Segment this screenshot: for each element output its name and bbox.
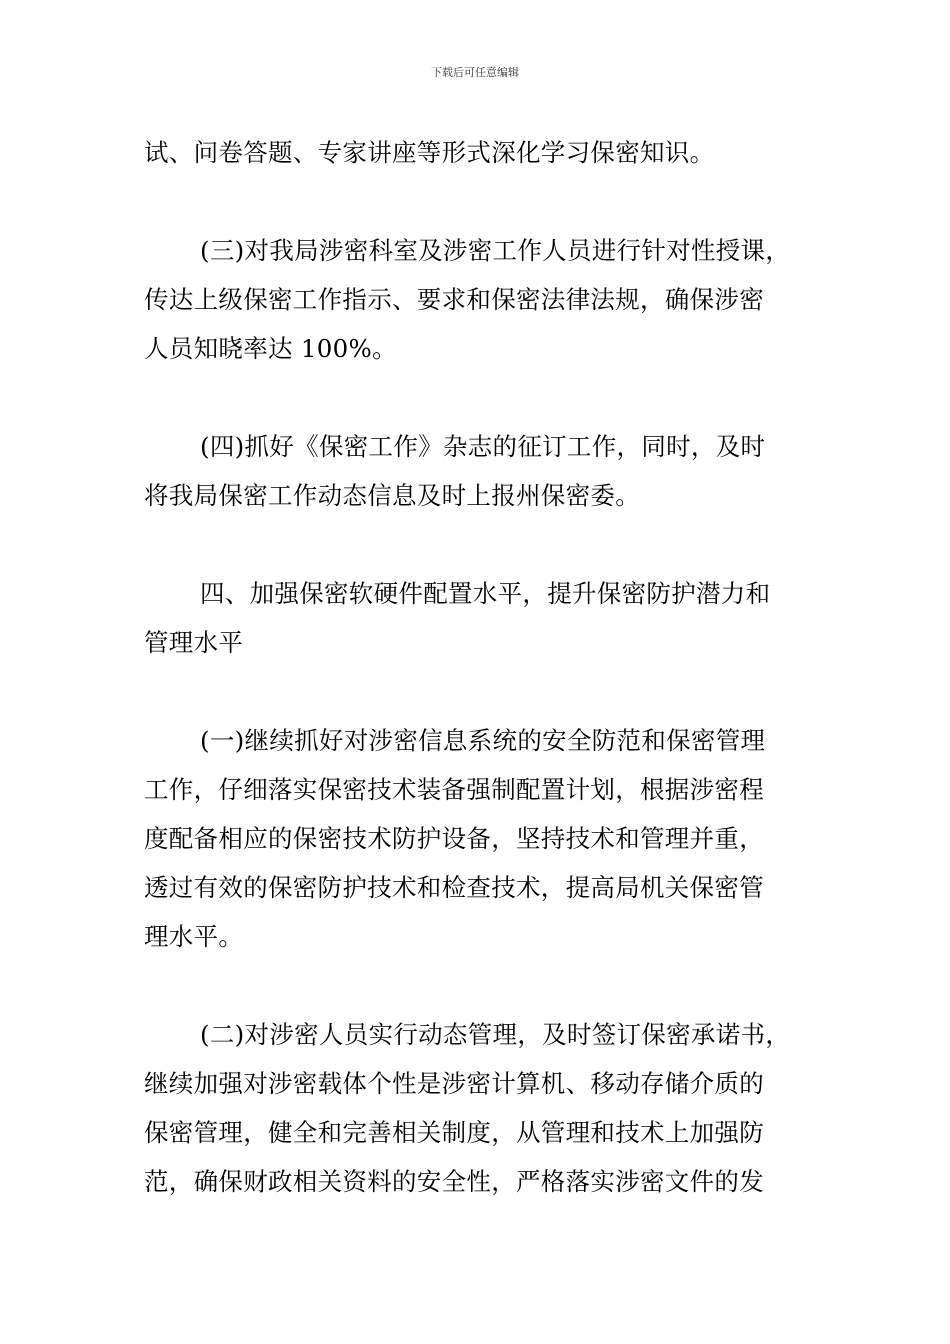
page-header: 下载后可任意编辑 <box>431 66 519 79</box>
text-line: 人员知晓率达 100%。 <box>144 334 397 363</box>
text-line: 继续加强对涉密载体个性是涉密计算机、移动存储介质的 <box>144 1069 764 1098</box>
paragraph-2 <box>144 226 834 373</box>
text-line: 试、问卷答题、专家讲座等形式深化学习保密知识。 <box>144 138 715 167</box>
text-line: 透过有效的保密防护技术和检查技术，提高局机关保密管 <box>144 873 764 902</box>
section-heading-4 <box>144 569 834 667</box>
text-line: 度配备相应的保密技术防护设备，坚持技术和管理并重， <box>144 824 764 853</box>
paragraph-5 <box>144 716 834 961</box>
paragraph-3 <box>144 422 834 520</box>
document-body <box>144 128 834 1206</box>
text-line: 工作，仔细落实保密技术装备强制配置计划，根据涉密程 <box>144 775 764 804</box>
text-line: (一)继续抓好对涉密信息系统的安全防范和保密管理 <box>200 726 766 755</box>
text-line: 传达上级保密工作指示、要求和保密法律法规，确保涉密 <box>144 285 764 314</box>
text-line: 管理水平 <box>144 628 244 657</box>
paragraph-6 <box>144 1010 834 1206</box>
text-line: 四、加强保密软硬件配置水平，提升保密防护潜力和 <box>200 579 771 608</box>
text-line: 将我局保密工作动态信息及时上报州保密委。 <box>144 481 640 510</box>
text-line: (四)抓好《保密工作》杂志的征订工作，同时，及时 <box>200 432 766 461</box>
paragraph-1 <box>144 128 834 177</box>
text-line: (二)对涉密人员实行动态管理，及时签订保密承诺书， <box>200 1020 791 1049</box>
text-line: 保密管理，健全和完善相关制度，从管理和技术上加强防 <box>144 1118 764 1147</box>
text-line: (三)对我局涉密科室及涉密工作人员进行针对性授课， <box>200 236 791 265</box>
text-line: 理水平。 <box>144 922 244 951</box>
text-line: 范，确保财政相关资料的安全性，严格落实涉密文件的发 <box>144 1167 764 1196</box>
